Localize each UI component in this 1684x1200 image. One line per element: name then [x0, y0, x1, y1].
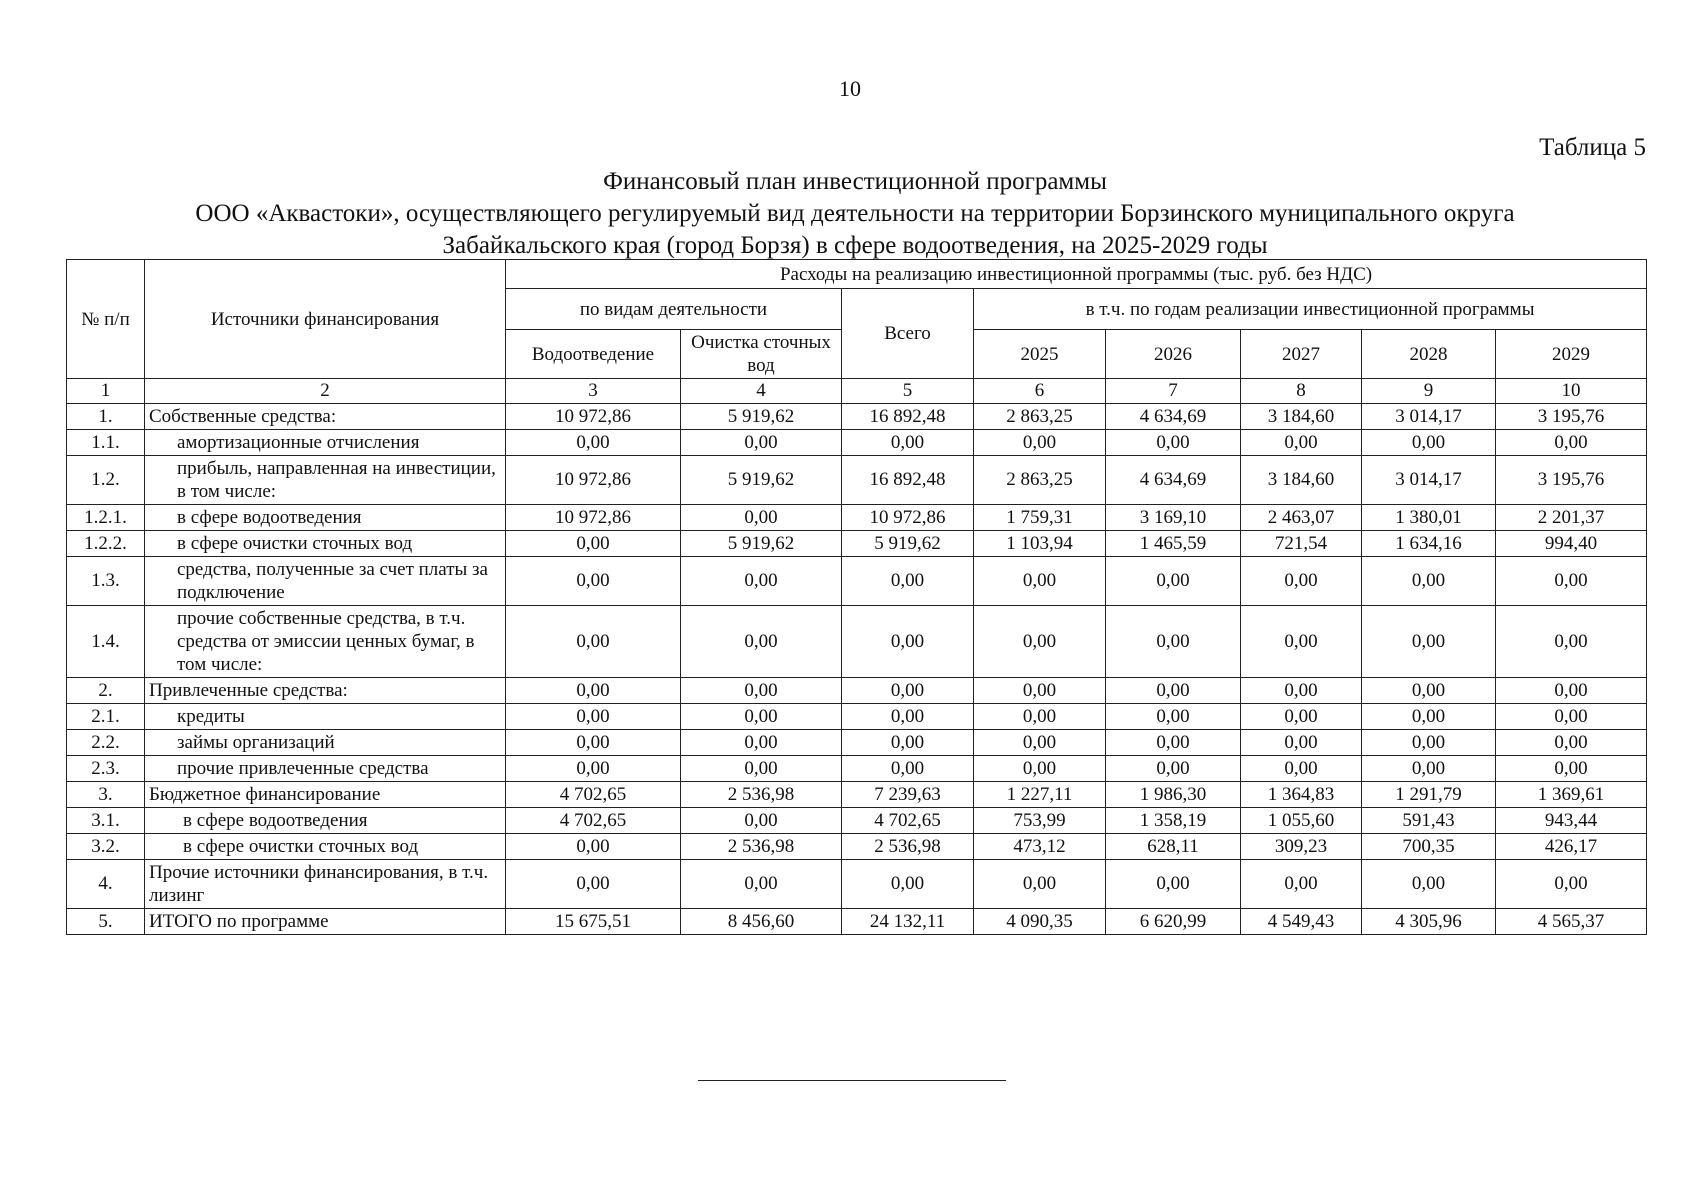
value-cell: 0,00	[974, 860, 1106, 909]
column-number: 7	[1106, 379, 1241, 404]
value-cell: 0,00	[1241, 557, 1362, 606]
value-cell: 4 634,69	[1106, 404, 1241, 430]
funding-source-name: средства, полученные за счет платы за подключение	[145, 557, 506, 606]
value-cell: 5 919,62	[842, 531, 974, 557]
value-cell: 2 536,98	[681, 782, 842, 808]
value-cell: 0,00	[1496, 678, 1647, 704]
funding-source-name: прочие собственные средства, в т.ч. средства от эмиссии ценных бумаг, в том числе:	[145, 606, 506, 678]
title-line: ООО «Аквастоки», осуществляющего регулируемый вид деятельности на территории Борзинского муниципального округа	[195, 200, 1515, 227]
value-cell: 0,00	[681, 756, 842, 782]
value-cell: 0,00	[681, 808, 842, 834]
value-cell: 0,00	[681, 860, 842, 909]
row-number: 1.2.1.	[67, 505, 145, 531]
column-number: 10	[1496, 379, 1647, 404]
value-cell: 721,54	[1241, 531, 1362, 557]
value-cell: 4 702,65	[506, 782, 681, 808]
value-cell: 0,00	[842, 704, 974, 730]
funding-source-name: займы организаций	[145, 730, 506, 756]
value-cell: 0,00	[1496, 557, 1647, 606]
value-cell: 3 184,60	[1241, 404, 1362, 430]
value-cell: 1 291,79	[1362, 782, 1496, 808]
value-cell: 3 014,17	[1362, 456, 1496, 505]
value-cell: 2 536,98	[842, 834, 974, 860]
funding-source-name: в сфере очистки сточных вод	[145, 531, 506, 557]
header-no: № п/п	[67, 260, 145, 379]
column-number: 5	[842, 379, 974, 404]
value-cell: 10 972,86	[506, 456, 681, 505]
value-cell: 1 380,01	[1362, 505, 1496, 531]
value-cell: 0,00	[1241, 430, 1362, 456]
table-body	[67, 404, 1647, 935]
value-cell: 0,00	[1362, 704, 1496, 730]
value-cell: 0,00	[1362, 606, 1496, 678]
row-number: 3.	[67, 782, 145, 808]
row-number: 4.	[67, 860, 145, 909]
funding-source-name: кредиты	[145, 704, 506, 730]
value-cell: 0,00	[974, 678, 1106, 704]
table-row	[67, 606, 1647, 678]
value-cell: 0,00	[1106, 704, 1241, 730]
table-label: Таблица 5	[1539, 134, 1646, 161]
header-by-year: в т.ч. по годам реализации инвестиционной программы	[974, 289, 1647, 330]
value-cell: 0,00	[681, 606, 842, 678]
value-cell: 0,00	[842, 606, 974, 678]
table-row	[67, 456, 1647, 505]
value-cell: 0,00	[506, 606, 681, 678]
value-cell: 0,00	[1106, 860, 1241, 909]
value-cell: 0,00	[1496, 606, 1647, 678]
table-row	[67, 557, 1647, 606]
column-number: 2	[145, 379, 506, 404]
value-cell: 4 702,65	[842, 808, 974, 834]
value-cell: 2 536,98	[681, 834, 842, 860]
value-cell: 0,00	[1241, 756, 1362, 782]
funding-source-name: в сфере очистки сточных вод	[145, 834, 506, 860]
value-cell: 1 465,59	[1106, 531, 1241, 557]
title-line: Финансовый план инвестиционной программы	[603, 168, 1107, 195]
value-cell: 1 364,83	[1241, 782, 1362, 808]
value-cell: 3 014,17	[1362, 404, 1496, 430]
value-cell: 0,00	[1106, 557, 1241, 606]
value-cell: 426,17	[1496, 834, 1647, 860]
value-cell: 5 919,62	[681, 404, 842, 430]
table-row	[67, 678, 1647, 704]
value-cell: 24 132,11	[842, 909, 974, 935]
value-cell: 0,00	[1362, 860, 1496, 909]
column-number: 3	[506, 379, 681, 404]
row-number: 1.3.	[67, 557, 145, 606]
value-cell: 0,00	[1241, 860, 1362, 909]
value-cell: 0,00	[506, 860, 681, 909]
value-cell: 0,00	[1241, 704, 1362, 730]
value-cell: 3 184,60	[1241, 456, 1362, 505]
value-cell: 628,11	[1106, 834, 1241, 860]
table-row	[67, 531, 1647, 557]
value-cell: 0,00	[506, 531, 681, 557]
value-cell: 0,00	[1362, 557, 1496, 606]
funding-source-name: в сфере водоотведения	[145, 808, 506, 834]
funding-source-name: Собственные средства:	[145, 404, 506, 430]
column-number: 8	[1241, 379, 1362, 404]
title-line: Забайкальского края (город Борзя) в сфере водоотведения, на 2025-2029 годы	[442, 232, 1268, 259]
funding-source-name: амортизационные отчисления	[145, 430, 506, 456]
value-cell: 0,00	[974, 606, 1106, 678]
row-number: 1.2.2.	[67, 531, 145, 557]
value-cell: 0,00	[974, 430, 1106, 456]
value-cell: 0,00	[681, 678, 842, 704]
value-cell: 0,00	[842, 430, 974, 456]
value-cell: 4 634,69	[1106, 456, 1241, 505]
value-cell: 0,00	[1362, 678, 1496, 704]
value-cell: 0,00	[681, 505, 842, 531]
funding-source-name: ИТОГО по программе	[145, 909, 506, 935]
row-number: 1.1.	[67, 430, 145, 456]
value-cell: 2 463,07	[1241, 505, 1362, 531]
value-cell: 0,00	[681, 430, 842, 456]
row-number: 2.	[67, 678, 145, 704]
value-cell: 0,00	[1496, 860, 1647, 909]
value-cell: 0,00	[681, 557, 842, 606]
value-cell: 5 919,62	[681, 456, 842, 505]
value-cell: 0,00	[1106, 606, 1241, 678]
table-row	[67, 860, 1647, 909]
value-cell: 0,00	[1496, 730, 1647, 756]
value-cell: 1 759,31	[974, 505, 1106, 531]
row-number: 1.4.	[67, 606, 145, 678]
funding-source-name: в сфере водоотведения	[145, 505, 506, 531]
row-number: 1.2.	[67, 456, 145, 505]
table-row	[67, 430, 1647, 456]
value-cell: 2 201,37	[1496, 505, 1647, 531]
value-cell: 4 090,35	[974, 909, 1106, 935]
value-cell: 0,00	[681, 730, 842, 756]
table-row	[67, 730, 1647, 756]
value-cell: 0,00	[506, 834, 681, 860]
value-cell: 0,00	[842, 730, 974, 756]
value-cell: 1 055,60	[1241, 808, 1362, 834]
value-cell: 0,00	[842, 756, 974, 782]
value-cell: 0,00	[506, 756, 681, 782]
row-number: 2.2.	[67, 730, 145, 756]
value-cell: 0,00	[506, 678, 681, 704]
table-row	[67, 782, 1647, 808]
funding-source-name: прочие привлеченные средства	[145, 756, 506, 782]
table-row	[67, 404, 1647, 430]
value-cell: 0,00	[1496, 756, 1647, 782]
value-cell: 0,00	[506, 704, 681, 730]
value-cell: 3 195,76	[1496, 404, 1647, 430]
value-cell: 0,00	[842, 557, 974, 606]
value-cell: 5 919,62	[681, 531, 842, 557]
value-cell: 15 675,51	[506, 909, 681, 935]
value-cell: 700,35	[1362, 834, 1496, 860]
value-cell: 7 239,63	[842, 782, 974, 808]
value-cell: 0,00	[1106, 730, 1241, 756]
header-total: Всего	[842, 289, 974, 379]
value-cell: 0,00	[842, 678, 974, 704]
value-cell: 3 169,10	[1106, 505, 1241, 531]
value-cell: 2 863,25	[974, 404, 1106, 430]
value-cell: 0,00	[1241, 730, 1362, 756]
value-cell: 16 892,48	[842, 456, 974, 505]
row-number: 2.3.	[67, 756, 145, 782]
value-cell: 0,00	[1106, 756, 1241, 782]
value-cell: 0,00	[1241, 678, 1362, 704]
header-year: 2029	[1496, 330, 1647, 379]
value-cell: 6 620,99	[1106, 909, 1241, 935]
value-cell: 1 103,94	[974, 531, 1106, 557]
value-cell: 0,00	[506, 730, 681, 756]
value-cell: 2 863,25	[974, 456, 1106, 505]
document-title	[60, 166, 1650, 262]
table-row	[67, 808, 1647, 834]
value-cell: 10 972,86	[506, 404, 681, 430]
value-cell: 0,00	[1362, 756, 1496, 782]
header-year: 2025	[974, 330, 1106, 379]
header-source: Источники финансирования	[145, 260, 506, 379]
footer-divider	[698, 1080, 1006, 1081]
value-cell: 0,00	[1106, 430, 1241, 456]
funding-source-name: прибыль, направленная на инвестиции, в том числе:	[145, 456, 506, 505]
value-cell: 0,00	[1106, 678, 1241, 704]
value-cell: 0,00	[1496, 430, 1647, 456]
value-cell: 4 702,65	[506, 808, 681, 834]
value-cell: 1 227,11	[974, 782, 1106, 808]
value-cell: 4 305,96	[1362, 909, 1496, 935]
value-cell: 753,99	[974, 808, 1106, 834]
row-number: 3.1.	[67, 808, 145, 834]
value-cell: 994,40	[1496, 531, 1647, 557]
header-water-disposal: Водоотведение	[506, 330, 681, 379]
value-cell: 0,00	[681, 704, 842, 730]
value-cell: 0,00	[1496, 704, 1647, 730]
value-cell: 0,00	[974, 557, 1106, 606]
row-number: 1.	[67, 404, 145, 430]
value-cell: 0,00	[1362, 430, 1496, 456]
value-cell: 0,00	[974, 704, 1106, 730]
value-cell: 1 369,61	[1496, 782, 1647, 808]
value-cell: 473,12	[974, 834, 1106, 860]
value-cell: 0,00	[1362, 730, 1496, 756]
column-number: 9	[1362, 379, 1496, 404]
table-row	[67, 909, 1647, 935]
table-row	[67, 834, 1647, 860]
column-numbers-row	[67, 379, 1647, 404]
row-number: 3.2.	[67, 834, 145, 860]
column-number: 6	[974, 379, 1106, 404]
funding-source-name: Бюджетное финансирование	[145, 782, 506, 808]
header-expenses: Расходы на реализацию инвестиционной программы (тыс. руб. без НДС)	[506, 260, 1647, 289]
header-by-activity: по видам деятельности	[506, 289, 842, 330]
value-cell: 3 195,76	[1496, 456, 1647, 505]
value-cell: 10 972,86	[506, 505, 681, 531]
value-cell: 591,43	[1362, 808, 1496, 834]
header-year: 2027	[1241, 330, 1362, 379]
value-cell: 16 892,48	[842, 404, 974, 430]
page-number: 10	[839, 76, 861, 101]
table-row	[67, 505, 1647, 531]
value-cell: 8 456,60	[681, 909, 842, 935]
value-cell: 1 358,19	[1106, 808, 1241, 834]
row-number: 5.	[67, 909, 145, 935]
funding-source-name: Привлеченные средства:	[145, 678, 506, 704]
table-row	[67, 756, 1647, 782]
value-cell: 0,00	[974, 756, 1106, 782]
value-cell: 0,00	[506, 557, 681, 606]
header-year: 2028	[1362, 330, 1496, 379]
value-cell: 0,00	[974, 730, 1106, 756]
column-number: 4	[681, 379, 842, 404]
column-number: 1	[67, 379, 145, 404]
row-number: 2.1.	[67, 704, 145, 730]
value-cell: 0,00	[842, 860, 974, 909]
value-cell: 1 986,30	[1106, 782, 1241, 808]
table-row	[67, 704, 1647, 730]
header-wastewater: Очистка сточных вод	[681, 330, 842, 379]
header-year: 2026	[1106, 330, 1241, 379]
value-cell: 4 565,37	[1496, 909, 1647, 935]
value-cell: 943,44	[1496, 808, 1647, 834]
value-cell: 1 634,16	[1362, 531, 1496, 557]
value-cell: 10 972,86	[842, 505, 974, 531]
value-cell: 309,23	[1241, 834, 1362, 860]
value-cell: 0,00	[506, 430, 681, 456]
value-cell: 0,00	[1241, 606, 1362, 678]
financial-plan-table	[66, 259, 1647, 935]
funding-source-name: Прочие источники финансирования, в т.ч. лизинг	[145, 860, 506, 909]
value-cell: 4 549,43	[1241, 909, 1362, 935]
